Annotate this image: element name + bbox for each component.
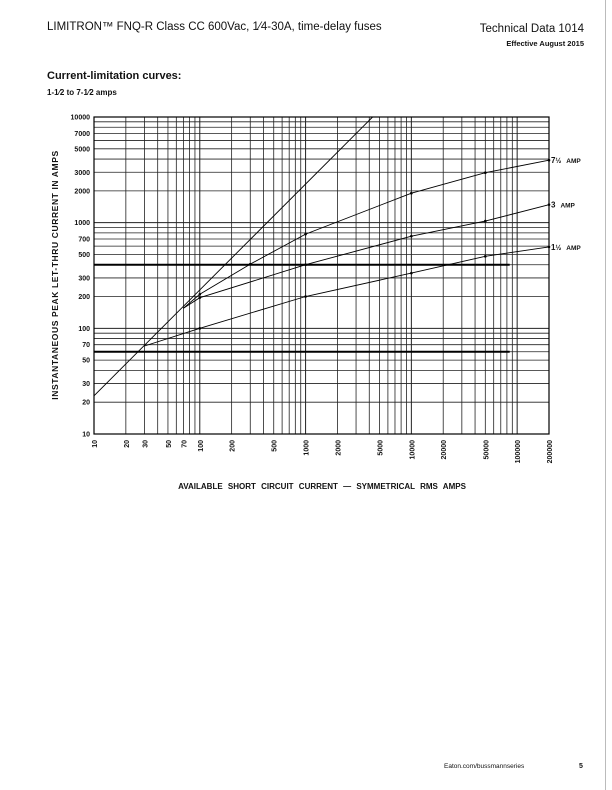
curve-label <box>551 156 581 165</box>
y-tick-label: 3000 <box>74 169 90 177</box>
y-tick-label: 200 <box>78 294 90 302</box>
curve-label-amps: 3 <box>551 200 556 210</box>
y-tick-label: 30 <box>82 381 90 389</box>
y-tick-label: 70 <box>82 342 90 350</box>
y-tick-label: 10000 <box>70 114 90 122</box>
curve-data-point <box>410 272 413 275</box>
curve-data-point <box>410 235 413 238</box>
curve-line <box>183 205 549 309</box>
footer-url[interactable]: Eaton.com/bussmannseries <box>444 763 525 770</box>
x-tick-label: 30 <box>142 440 150 448</box>
y-axis-title: INSTANTANEOUS PEAK LET-THRU CURRENT IN AMPS <box>50 150 60 400</box>
x-tick-label: 20000 <box>441 440 449 460</box>
curve-data-point <box>548 246 551 249</box>
curve-label <box>551 243 581 252</box>
effective-date: Effective August 2015 <box>506 39 584 48</box>
x-tick-label: 50 <box>165 440 173 448</box>
curve-data-point <box>249 263 252 266</box>
y-tick-label: 2000 <box>74 188 90 196</box>
y-tick-label: 7000 <box>74 130 90 138</box>
page-edge <box>605 0 606 790</box>
chart-grid <box>94 117 549 434</box>
y-tick-label: 5000 <box>74 146 90 154</box>
y-tick-label: 700 <box>78 236 90 244</box>
curve-label-fraction: ½ <box>555 158 562 166</box>
curve-label-unit: AMP <box>566 244 581 252</box>
x-tick-label: 200 <box>229 440 237 452</box>
x-tick-label: 200000 <box>547 440 554 464</box>
x-tick-label: 500 <box>271 440 279 452</box>
x-axis-title: AVAILABLE SHORT CIRCUIT CURRENT — SYMMETRICAL RMS AMPS <box>178 482 466 491</box>
curve-data-point <box>198 293 201 296</box>
x-tick-label: 2000 <box>335 440 343 456</box>
x-tick-label: 1000 <box>303 440 311 456</box>
y-tick-label: 10 <box>82 431 90 439</box>
x-tick-label: 50000 <box>483 440 491 460</box>
curve-data-point <box>304 233 307 236</box>
curve-data-point <box>484 255 487 258</box>
y-tick-label: 100 <box>78 325 90 333</box>
curve-data-point <box>198 327 201 330</box>
curve-label-unit: AMP <box>560 202 575 210</box>
curve-data-point <box>548 203 551 206</box>
y-tick-label: 300 <box>78 275 90 283</box>
curve-label <box>551 201 576 210</box>
y-tick-label: 1000 <box>74 220 90 228</box>
x-tick-label: 100 <box>197 440 205 452</box>
x-tick-label: 10000 <box>409 440 417 460</box>
y-tick-label: 20 <box>82 399 90 407</box>
y-tick-label: 500 <box>78 251 90 259</box>
chart-labels <box>71 115 582 464</box>
document-title: LIMITRON™ FNQ-R Class CC 600Vac, 1⁄4-30A, time-delay fuses <box>47 21 382 33</box>
x-tick-label: 100000 <box>515 440 523 464</box>
plot-frame <box>94 117 549 434</box>
curve-data-point <box>410 192 413 195</box>
curve-data-point <box>304 263 307 266</box>
x-tick-label: 70 <box>181 440 189 448</box>
curve-label-amps: 7 <box>551 156 556 166</box>
curve-label-amps: 1 <box>551 242 556 252</box>
curve-label-fraction: ½ <box>555 244 562 252</box>
curve-data-point <box>548 159 551 162</box>
curve-data-point <box>484 171 487 174</box>
curve-label-unit: AMP <box>566 158 581 166</box>
section-title: Current-limitation curves: <box>47 70 182 82</box>
x-tick-label: 5000 <box>377 440 385 456</box>
document-number: Technical Data 1014 <box>479 23 584 35</box>
page-number: 5 <box>579 763 583 770</box>
curve-data-point <box>484 220 487 223</box>
x-tick-label: 10 <box>92 440 99 448</box>
x-tick-label: 20 <box>123 440 131 448</box>
curve-data-point <box>304 295 307 298</box>
curve-data-point <box>198 296 201 299</box>
y-tick-label: 50 <box>82 357 90 365</box>
section-subtitle: 1-1⁄2 to 7-1⁄2 amps <box>47 88 117 97</box>
